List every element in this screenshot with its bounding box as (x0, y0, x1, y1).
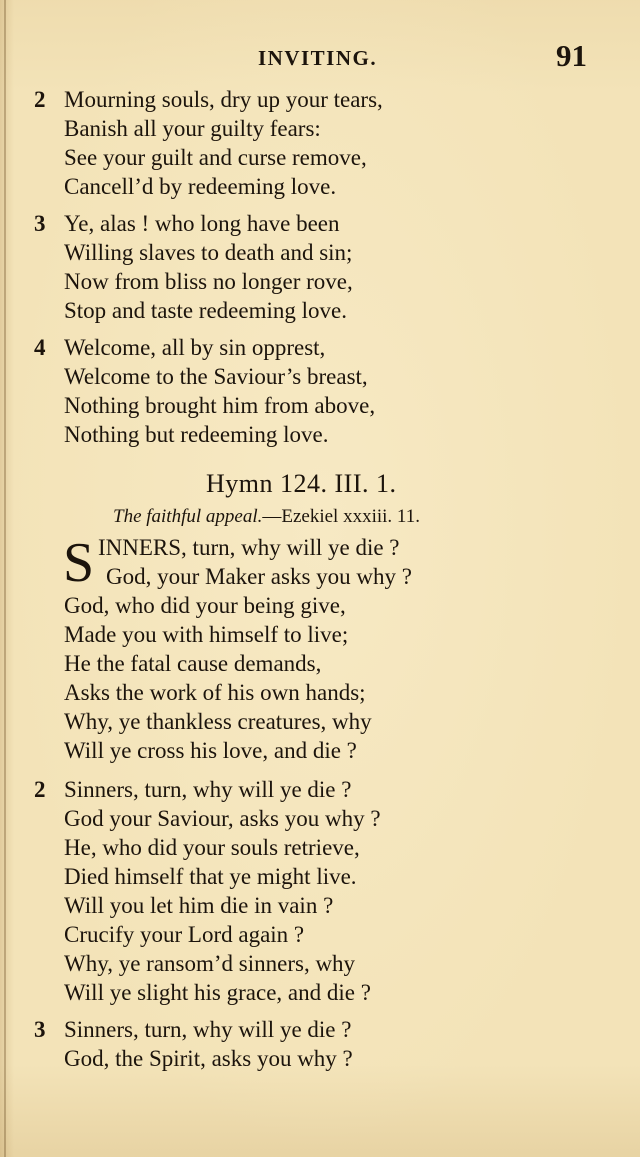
running-head (0, 40, 640, 80)
verse-line: Mourning souls, dry up your tears, (64, 87, 383, 112)
verse-line: INNERS, turn, why will ye die ? (98, 535, 400, 560)
verse-line: He the fatal cause demands, (64, 651, 322, 676)
verse-line: Sinners, turn, why will ye die ? (64, 777, 352, 802)
verse-line: Stop and taste redeeming love. (64, 298, 347, 323)
verse-line: Why, ye ransom’d sinners, why (64, 951, 356, 976)
stanza-number: 4 (34, 335, 46, 360)
hymn-heading: Hymn 124. III. 1. (206, 469, 397, 498)
verse-line: Asks the work of his own hands; (64, 680, 366, 705)
page-gutter (4, 0, 6, 1157)
verse-line: God your Saviour, asks you why ? (64, 806, 381, 831)
verse-line: God, the Spirit, asks you why ? (64, 1046, 353, 1071)
verse-line: Nothing brought him from above, (64, 393, 376, 418)
hymn-subtitle-title: The faithful appeal. (113, 506, 263, 527)
verse-line: Banish all your guilty fears: (64, 116, 321, 141)
verse-line: See your guilt and curse remove, (64, 145, 367, 170)
scripture-reference: —Ezekiel xxxiii. 11. (262, 506, 420, 527)
page-number: 91 (556, 38, 587, 73)
stanza-number: 3 (34, 211, 46, 236)
verse-line: Will ye slight his grace, and die ? (64, 980, 371, 1005)
verse-line: Nothing but redeeming love. (64, 422, 329, 447)
verse-line: Now from bliss no longer rove, (64, 269, 353, 294)
verse-line: He, who did your souls retrieve, (64, 835, 360, 860)
stanza-number: 2 (34, 777, 46, 802)
verse-line: Ye, alas ! who long have been (64, 211, 340, 236)
section-title: INVITING. (258, 46, 378, 70)
verse-line: Will ye cross his love, and die ? (64, 738, 357, 763)
verse-line: Welcome, all by sin opprest, (64, 335, 326, 360)
verse-line: Made you with himself to live; (64, 622, 349, 647)
verse-line: Will you let him die in vain ? (64, 893, 334, 918)
hymn-subtitle (113, 506, 420, 528)
verse-line: Why, ye thankless creatures, why (64, 709, 372, 734)
stanza-number: 3 (34, 1017, 46, 1042)
verse-line: Welcome to the Saviour’s breast, (64, 364, 368, 389)
drop-cap: S (63, 532, 95, 594)
verse-line: Died himself that ye might live. (64, 864, 357, 889)
verse-line: God, who did your being give, (64, 593, 346, 618)
stanza-number: 2 (34, 87, 46, 112)
verse-line: Willing slaves to death and sin; (64, 240, 353, 265)
verse-line: God, your Maker asks you why ? (106, 564, 412, 589)
verse-line: Sinners, turn, why will ye die ? (64, 1017, 352, 1042)
verse-line: Crucify your Lord again ? (64, 922, 305, 947)
verse-line: Cancell’d by redeeming love. (64, 174, 337, 199)
